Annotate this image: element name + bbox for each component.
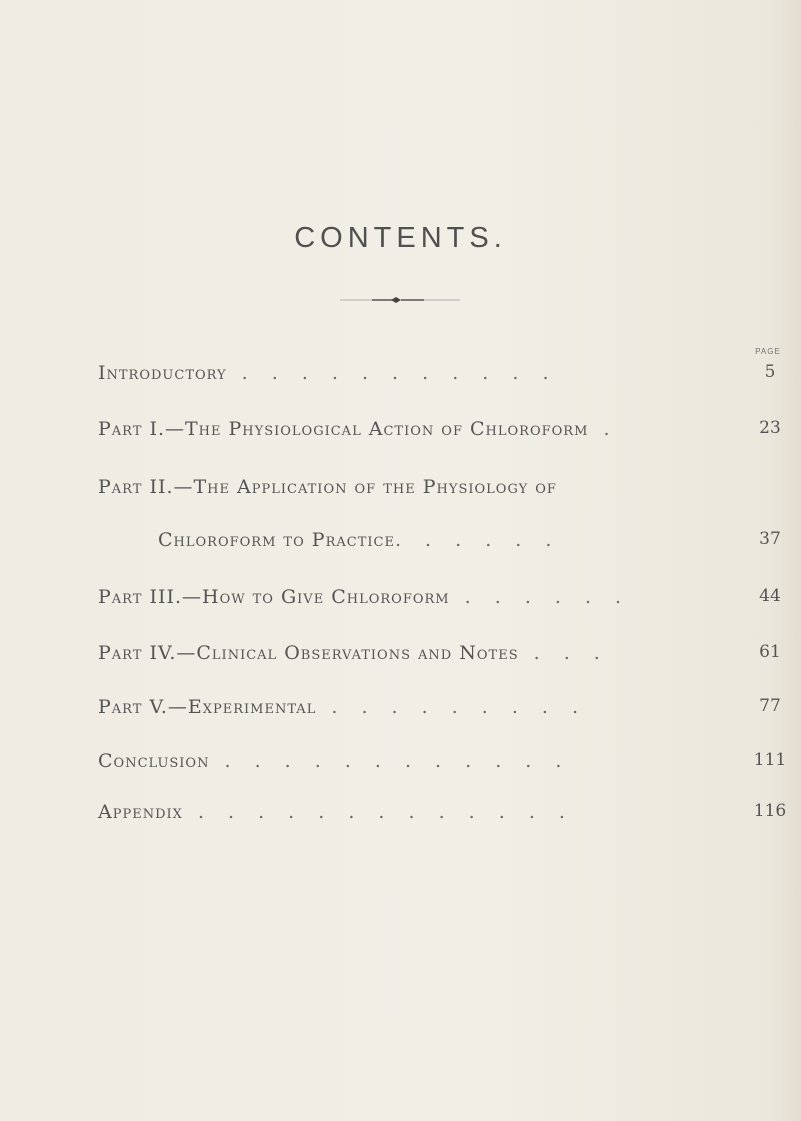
dot-leader: . . . . . . . . . . . .: [209, 750, 571, 772]
toc-page-number: 23: [759, 418, 781, 438]
toc-entry-label: Part II.—The Application of the Physiology of: [98, 476, 557, 498]
toc-entry-label: Part V.—Experimental: [98, 696, 317, 718]
toc-page-number: 37: [759, 529, 781, 549]
toc-entry-introductory: [98, 362, 788, 384]
toc-entry-part-2: [98, 476, 788, 498]
toc-page-number: 5: [764, 362, 776, 382]
dot-leader: . . . . . . . . .: [316, 696, 588, 718]
dot-leader: .: [588, 418, 619, 440]
toc-entry-part-3: [98, 586, 788, 608]
toc-entry-label: Part I.—The Physiological Action of Chloroform: [98, 418, 589, 440]
toc-entry-label: Part IV.—Clinical Observations and Notes: [98, 642, 519, 664]
toc-entry-label: Part III.—How to Give Chloroform: [98, 586, 450, 608]
page-column-heading: PAGE: [755, 347, 781, 356]
toc-entry-label: Appendix: [98, 801, 183, 823]
contents-title: CONTENTS.: [294, 222, 507, 254]
toc-page-number: 116: [753, 801, 787, 821]
toc-page-number: 61: [759, 642, 781, 662]
dot-leader: . . . . . .: [449, 586, 631, 608]
dot-leader: . . . . . .: [394, 529, 561, 551]
dot-leader: . . . . . . . . . . . . .: [182, 801, 574, 823]
toc-entry-appendix: [98, 801, 788, 823]
toc-entry-part-4: [98, 642, 788, 664]
toc-page-number: 44: [759, 586, 781, 606]
toc-entry-label: Conclusion: [98, 750, 210, 772]
toc-entry-part-5: [98, 696, 788, 718]
dot-leader: . . . . . . . . . . .: [226, 362, 558, 384]
toc-page-number: 111: [753, 750, 787, 770]
dot-leader: . . .: [518, 642, 609, 664]
toc-entry-label: Introductory: [98, 362, 227, 384]
toc-page-number: 77: [759, 696, 781, 716]
toc-entry-part-1: [98, 418, 788, 440]
toc-entry-label: Chloroform to Practice: [158, 529, 395, 551]
toc-entry-part-2-continued: [158, 529, 788, 551]
toc-entry-conclusion: [98, 750, 788, 772]
